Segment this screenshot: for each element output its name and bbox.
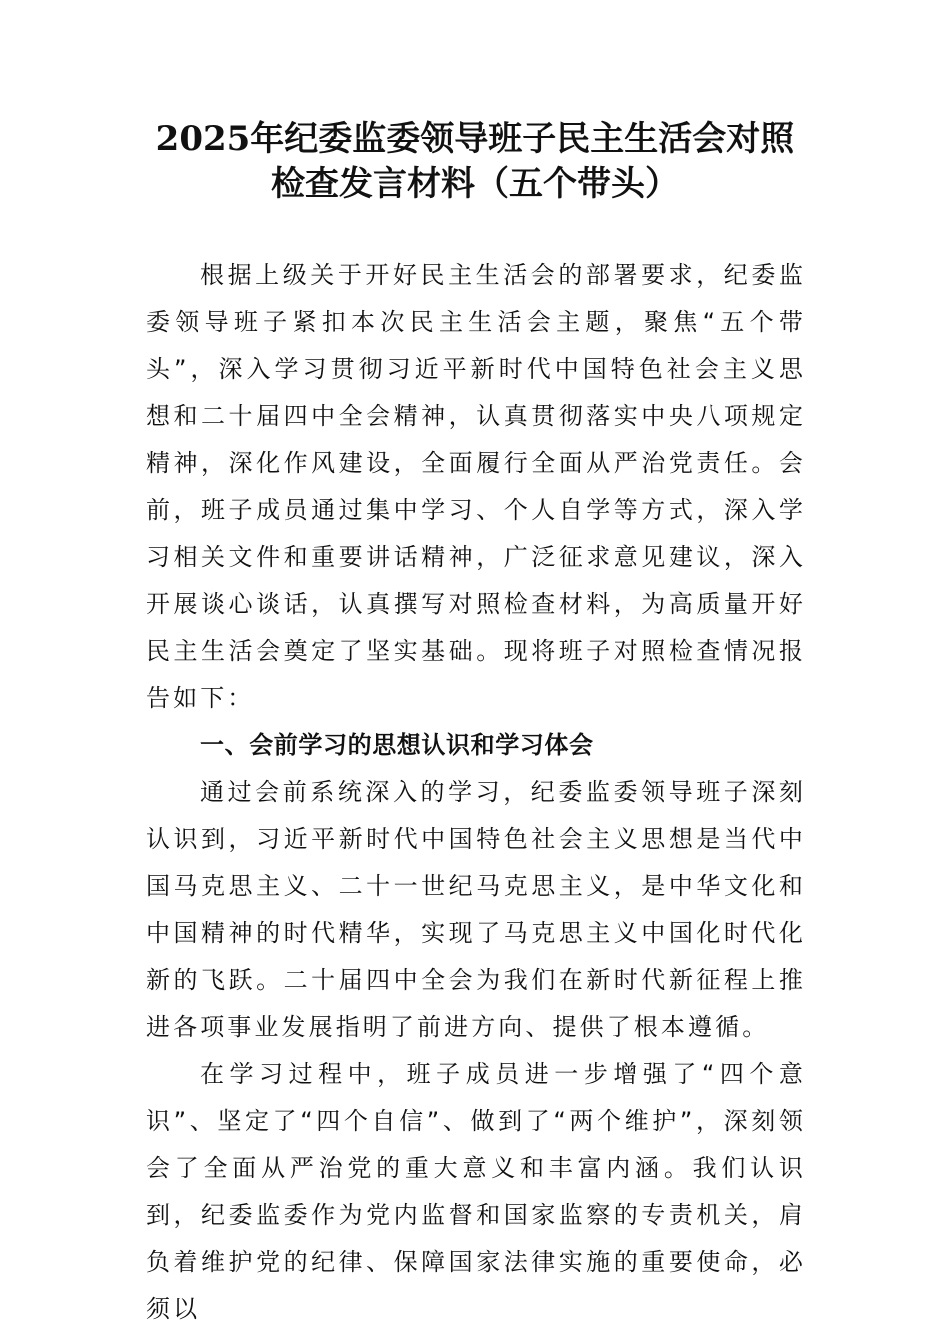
paragraph-study-process: 在学习过程中，班子成员进一步增强了“四个意识”、坚定了“四个自信”、做到了“两个维护”，深刻领会了全面从严治党的重大意义和丰富内涵。我们认识到，纪委监委作为党内监督和国家监察的专责机关，肩负着维护党的纪律、保障国家法律实施的重要使命，必须以 bbox=[146, 1060, 806, 1323]
document-title-line-1: 2025年纪委监委领导班子民主生活会对照 bbox=[155, 119, 795, 159]
document-body bbox=[146, 252, 806, 1333]
document-title-line-2: 检查发言材料（五个带头） bbox=[271, 164, 679, 204]
paragraph-study-understanding: 通过会前系统深入的学习，纪委监委领导班子深刻认识到，习近平新时代中国特色社会主义思想是当代中国马克思主义、二十一世纪马克思主义，是中华文化和中国精神的时代精华，实现了马克思主义中国化时代化新的飞跃。二十届四中全会为我们在新时代新征程上推进各项事业发展指明了前进方向、提供了根本遵循。 bbox=[146, 778, 806, 1041]
paragraph-intro: 根据上级关于开好民主生活会的部署要求，纪委监委领导班子紧扣本次民主生活会主题，聚焦“五个带头”，深入学习贯彻习近平新时代中国特色社会主义思想和二十届四中全会精神，认真贯彻落实中央八项规定精神，深化作风建设，全面履行全面从严治党责任。会前，班子成员通过集中学习、个人自学等方式，深入学习相关文件和重要讲话精神，广泛征求意见建议，深入开展谈心谈话，认真撰写对照检查材料，为高质量开好民主生活会奠定了坚实基础。现将班子对照检查情况报告如下： bbox=[146, 261, 806, 712]
section-heading-1: 一、会前学习的思想认识和学习体会 bbox=[200, 731, 594, 759]
